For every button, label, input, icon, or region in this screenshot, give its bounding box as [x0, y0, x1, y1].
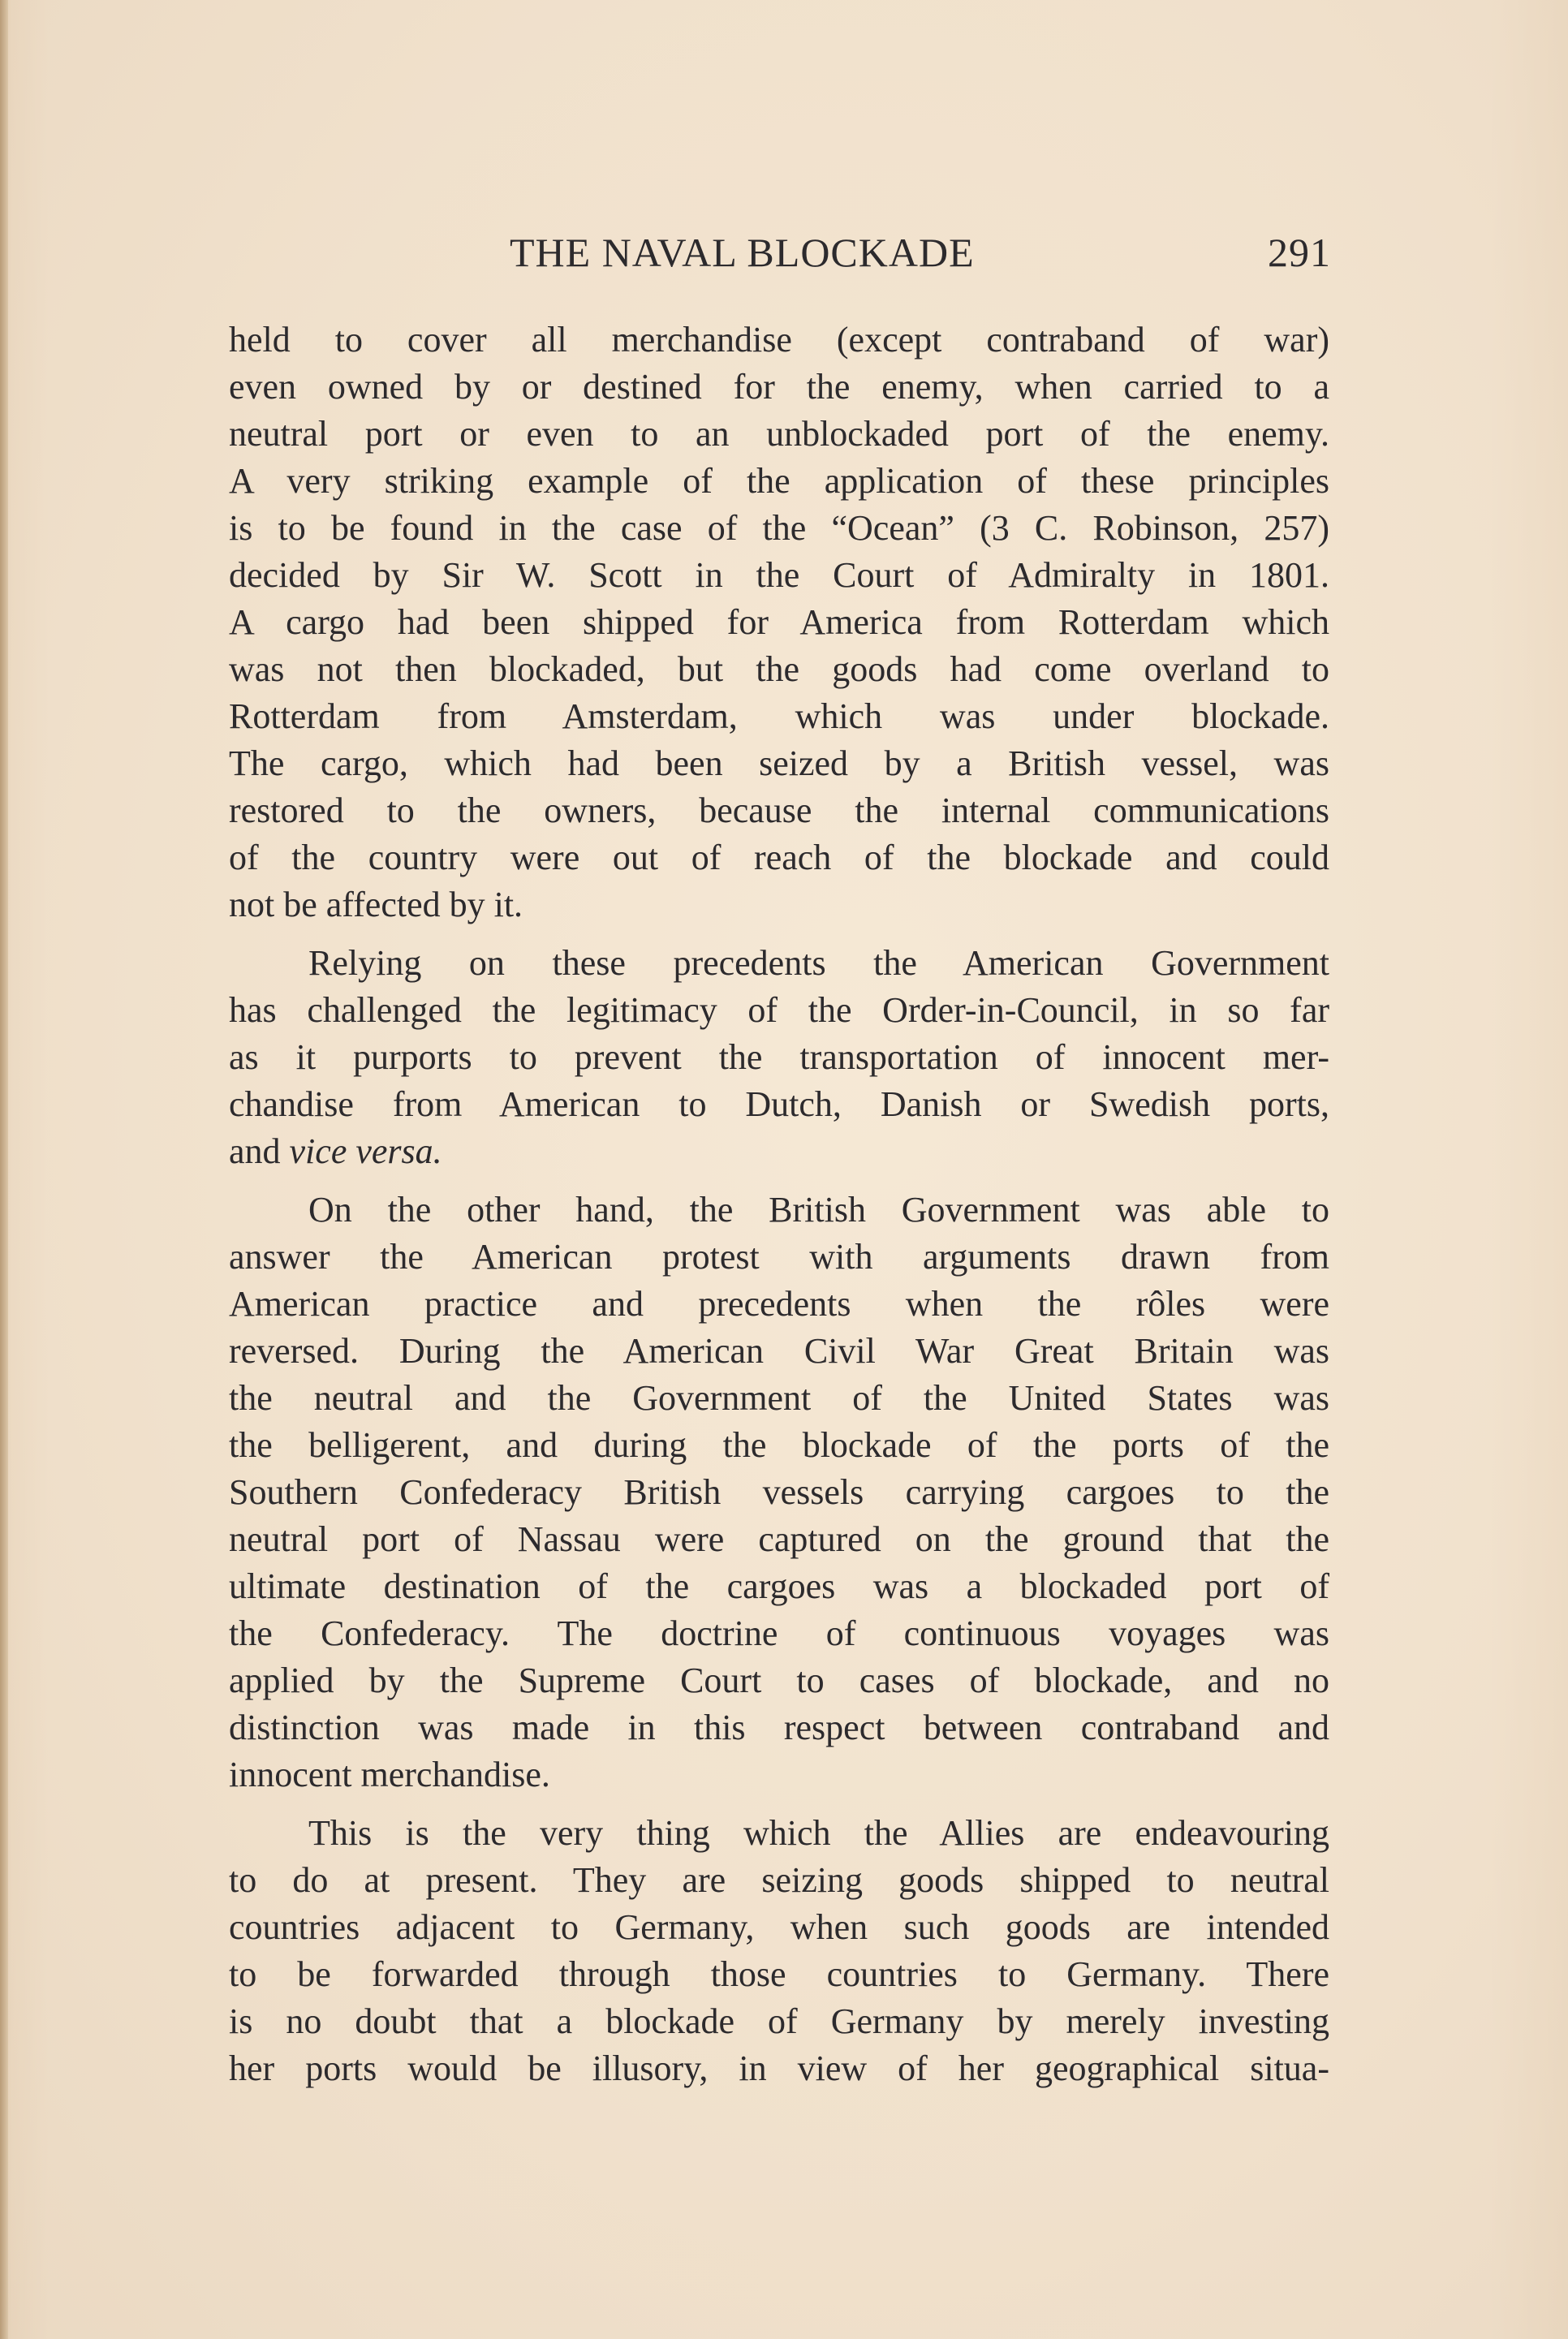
text-line: neutral port of Nassau were captured on the ground that the: [229, 1519, 1329, 1559]
text-line: This is the very thing which the Allies are endeavouring: [308, 1813, 1329, 1853]
text-line: as it purports to prevent the transportation of innocent mer-: [229, 1037, 1329, 1077]
text-line: held to cover all merchandise (except contraband of war): [229, 320, 1329, 360]
text-line: the neutral and the Government of the United States was: [229, 1378, 1329, 1418]
text-line: restored to the owners, because the internal communications: [229, 790, 1329, 830]
body-text: [229, 317, 1329, 2092]
text-line: chandise from American to Dutch, Danish or Swedish ports,: [229, 1084, 1329, 1124]
text-line: [229, 1128, 1329, 1175]
text-line: The cargo, which had been seized by a British vessel, was: [229, 743, 1329, 783]
text-line: decided by Sir W. Scott in the Court of Admiralty in 1801.: [229, 555, 1329, 595]
text-line: even owned by or destined for the enemy, when carried to a: [229, 367, 1329, 407]
text-line: On the other hand, the British Government was able to: [308, 1190, 1329, 1230]
text-line: was not then blockaded, but the goods had come overland to: [229, 649, 1329, 689]
paragraph-4: [229, 1810, 1329, 2092]
text-line: is to be found in the case of the “Ocean” (3 C. Robinson, 257): [229, 508, 1329, 548]
text-line: ultimate destination of the cargoes was a blockaded port of: [229, 1566, 1329, 1606]
page-number: 291: [1268, 230, 1331, 275]
text-line: has challenged the legitimacy of the Order-in-Council, in so far: [229, 990, 1329, 1030]
text-line: Relying on these precedents the American Government: [308, 943, 1329, 983]
running-title: THE NAVAL BLOCKADE: [510, 230, 975, 275]
text-line: not be affected by it.: [229, 885, 523, 924]
text-line: applied by the Supreme Court to cases of blockade, and no: [229, 1661, 1329, 1700]
text-line: A very striking example of the application of these principles: [229, 461, 1329, 501]
text-line: reversed. During the American Civil War Great Britain was: [229, 1331, 1329, 1371]
text-line: innocent merchandise.: [229, 1755, 550, 1794]
text-line: answer the American protest with arguments drawn from: [229, 1237, 1329, 1277]
text-line: to be forwarded through those countries to Germany. There: [229, 1954, 1329, 1994]
paragraph-3: [229, 1187, 1329, 1798]
text-line: of the country were out of reach of the blockade and could: [229, 838, 1329, 877]
paragraph-2: [229, 940, 1329, 1175]
text-line: A cargo had been shipped for America from Rotterdam which: [229, 602, 1329, 642]
text-line: her ports would be illusory, in view of her geographical situa-: [229, 2048, 1329, 2088]
page-spine-edge: [0, 0, 8, 2339]
text-line-prefix: and: [229, 1131, 290, 1171]
paragraph-1: [229, 317, 1329, 928]
text-line: American practice and precedents when the rôles were: [229, 1284, 1329, 1324]
text-line: neutral port or even to an unblockaded port of the enemy.: [229, 414, 1329, 454]
text-line: to do at present. They are seizing goods shipped to neutral: [229, 1860, 1329, 1900]
text-line: countries adjacent to Germany, when such goods are intended: [229, 1907, 1329, 1947]
text-line: the Confederacy. The doctrine of continuous voyages was: [229, 1613, 1329, 1653]
text-line: distinction was made in this respect between contraband and: [229, 1708, 1329, 1747]
text-line: Rotterdam from Amsterdam, which was under blockade.: [229, 696, 1329, 736]
text-line: is no doubt that a blockade of Germany by merely investing: [229, 2001, 1329, 2041]
italic-phrase: vice versa.: [289, 1131, 442, 1171]
text-line: Southern Confederacy British vessels carrying cargoes to the: [229, 1472, 1329, 1512]
page-header: [227, 229, 1331, 286]
text-line: the belligerent, and during the blockade of the ports of the: [229, 1425, 1329, 1465]
